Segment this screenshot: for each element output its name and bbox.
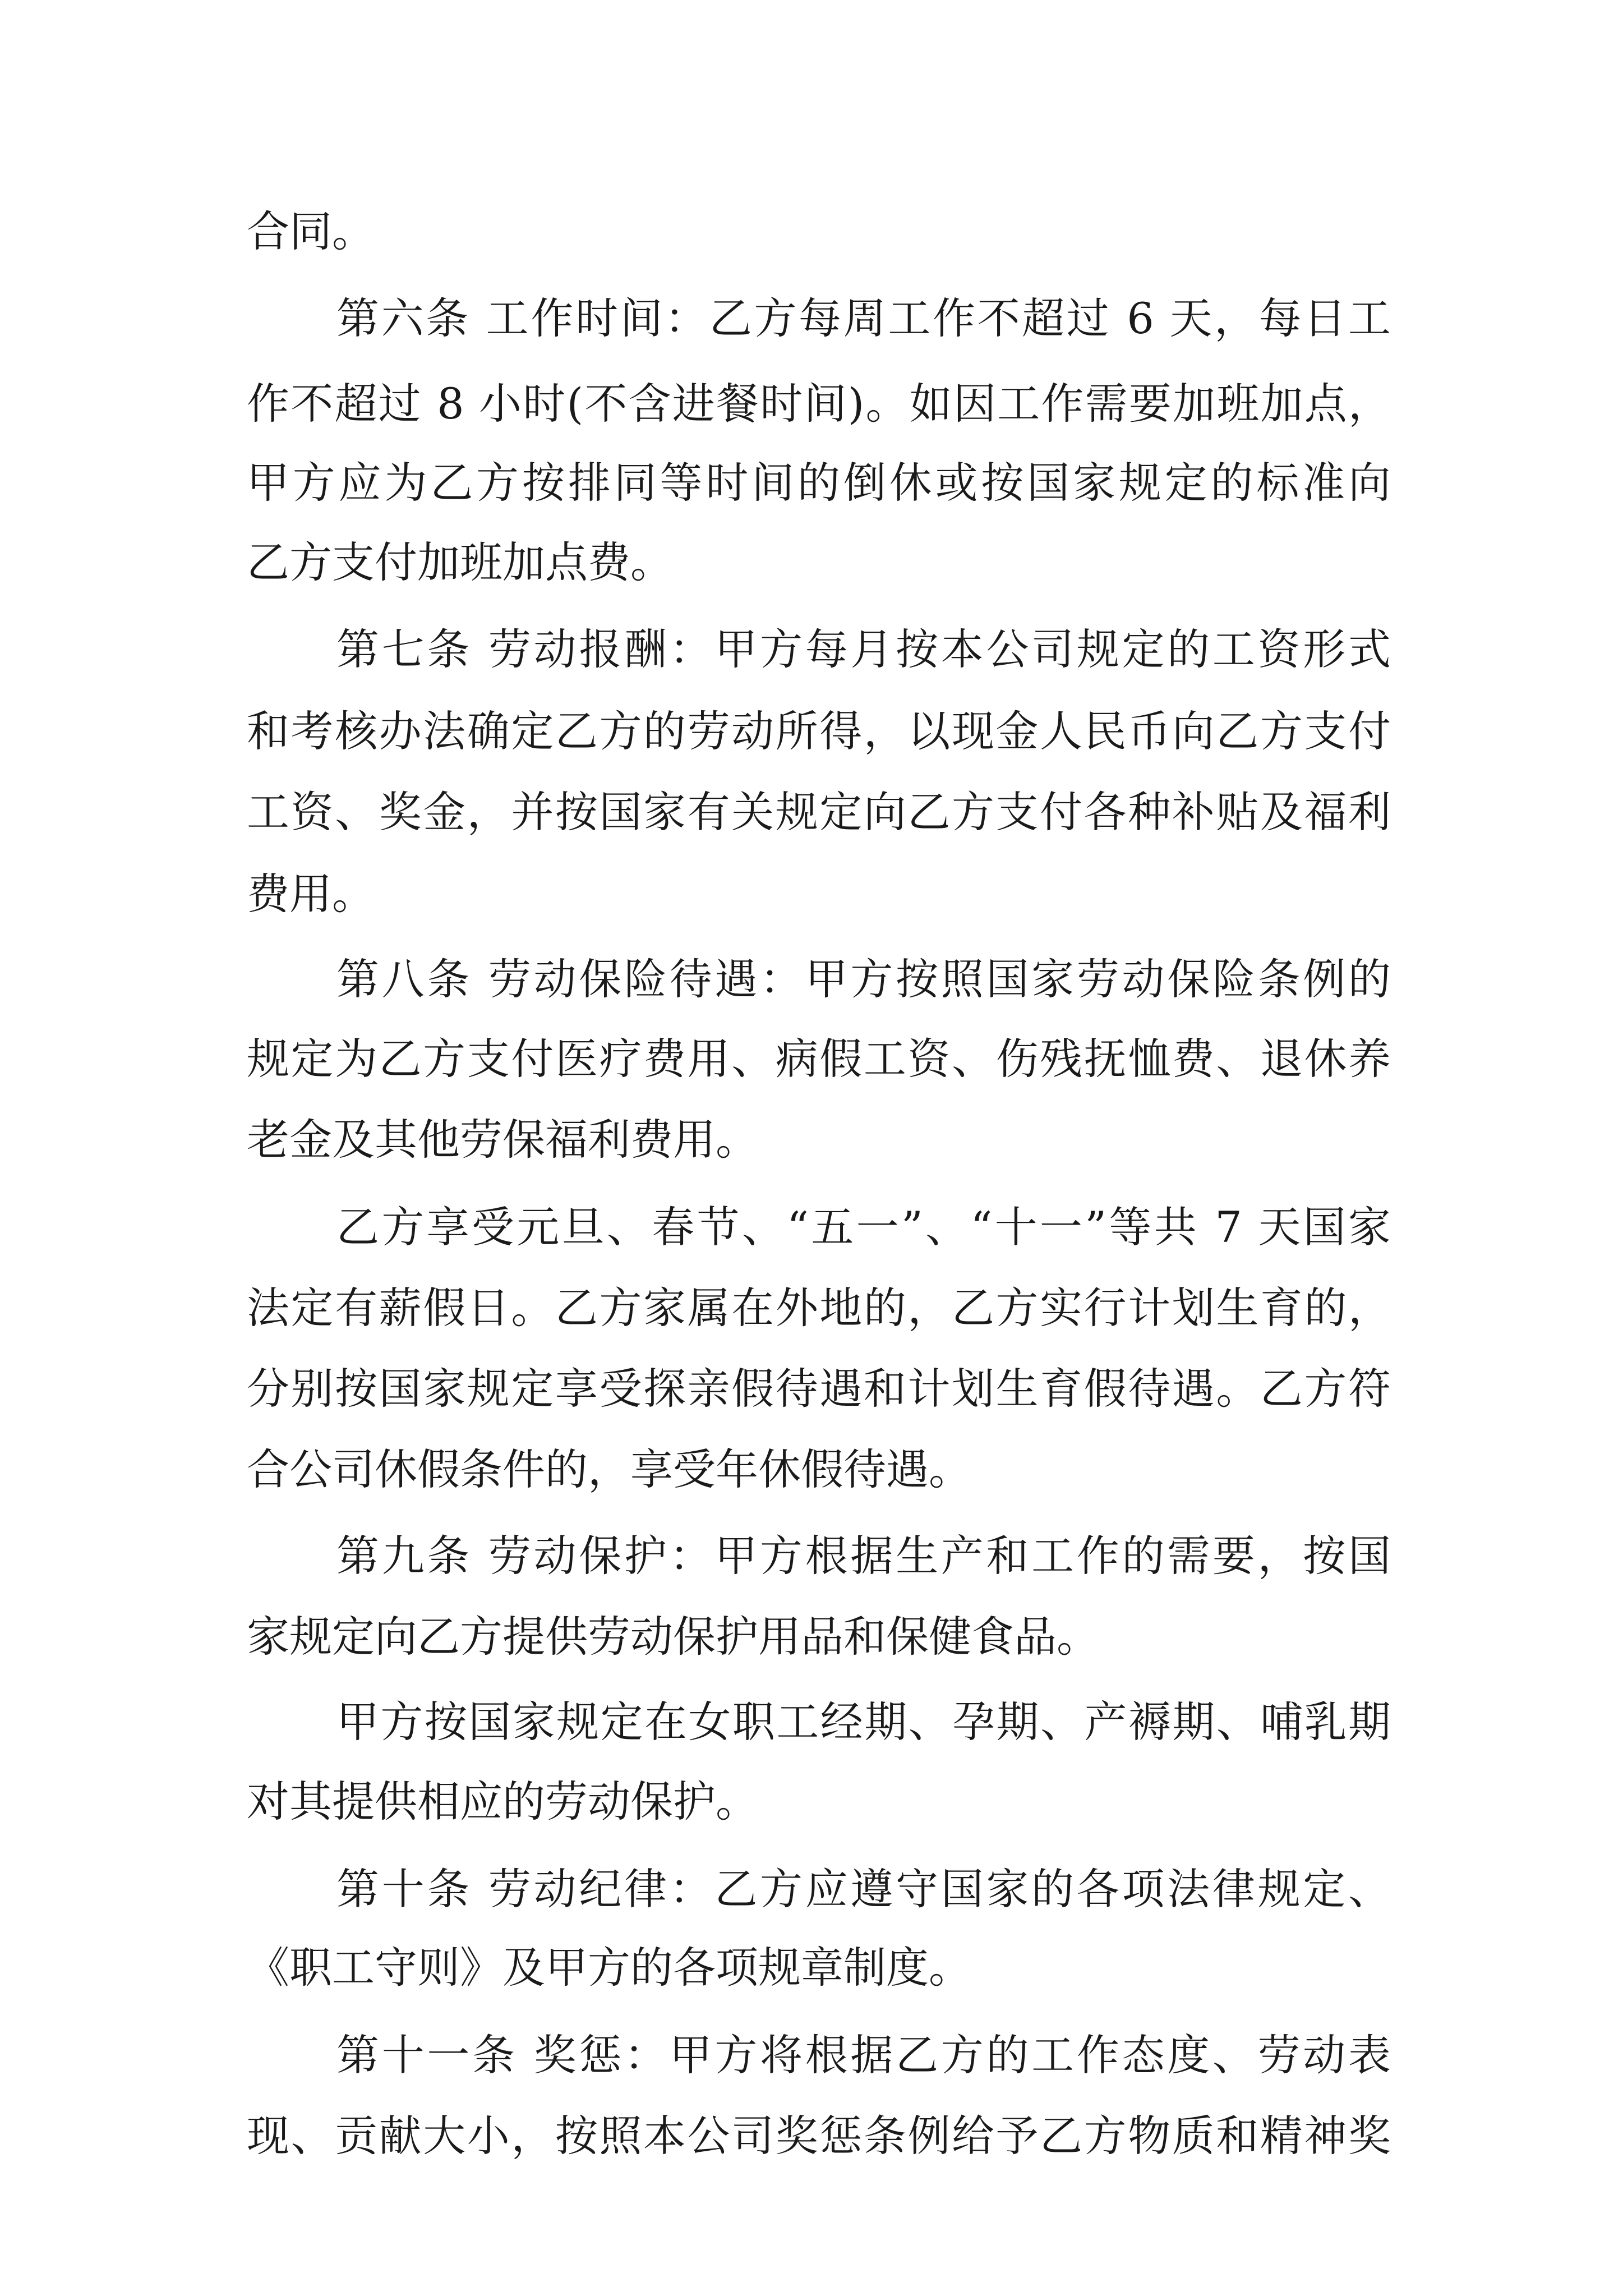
text-line: 对其提供相应的劳动保护。 [247,1777,758,1826]
text-line: 分别按国家规定享受探亲假待遇和计划生育假待遇。乙方符 [247,1364,1391,1414]
text-line: 甲方按国家规定在女职工经期、孕期、产褥期、哺乳期 [336,1697,1391,1747]
text-line: 第九条 劳动保护：甲方根据生产和工作的需要，按国 [336,1531,1391,1581]
text-line: 乙方支付加班加点费。 [247,537,673,587]
text-line: 乙方享受元旦、春节、“五一”、“十一”等共 7 天国家 [336,1202,1391,1252]
text-line: 作不超过 8 小时(不含进餐时间)。如因工作需要加班加点， [247,379,1391,429]
text-line: 第十条 劳动纪律：乙方应遵守国家的各项法律规定、 [336,1864,1391,1914]
text-line: 甲方应为乙方按排同等时间的倒休或按国家规定的标准向 [247,458,1391,508]
text-line: 家规定向乙方提供劳动保护用品和保健食品。 [247,1612,1099,1662]
text-line: 费用。 [247,869,375,919]
text-line: 法定有薪假日。乙方家属在外地的，乙方实行计划生育的， [247,1283,1391,1333]
text-line: 第十一条 奖惩：甲方将根据乙方的工作态度、劳动表 [336,2030,1391,2080]
text-line: 合同。 [247,206,375,256]
text-line: 第七条 劳动报酬：甲方每月按本公司规定的工资形式 [336,624,1391,674]
text-line: 和考核办法确定乙方的劳动所得，以现金人民币向乙方支付 [247,706,1391,756]
text-line: 《职工守则》及甲方的各项规章制度。 [247,1943,971,1993]
text-line: 第六条 工作时间：乙方每周工作不超过 6 天，每日工 [336,293,1391,343]
text-line: 合公司休假条件的，享受年休假待遇。 [247,1444,971,1494]
text-line: 老金及其他劳保福利费用。 [247,1115,758,1165]
text-line: 规定为乙方支付医疗费用、病假工资、伤残抚恤费、退休养 [247,1034,1391,1084]
text-line: 第八条 劳动保险待遇：甲方按照国家劳动保险条例的 [336,954,1391,1004]
text-line: 工资、奖金，并按国家有关规定向乙方支付各种补贴及福利 [247,787,1391,837]
text-line: 现、贡献大小，按照本公司奖惩条例给予乙方物质和精神奖 [247,2111,1391,2161]
